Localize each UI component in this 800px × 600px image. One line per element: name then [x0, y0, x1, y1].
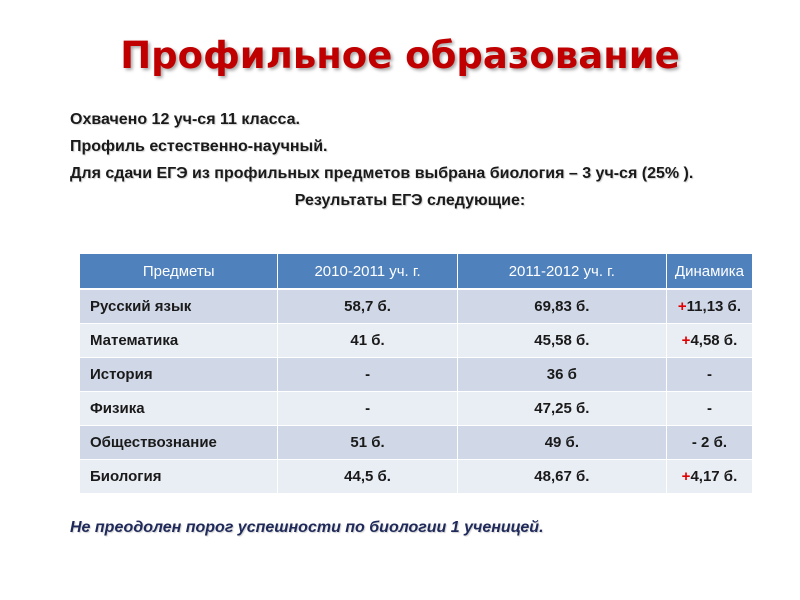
table-row [80, 392, 752, 426]
cell-2010-2011: 44,5 б. [278, 460, 457, 493]
header-subjects: Предметы [80, 254, 278, 290]
cell-2011-2012: 48,67 б. [458, 460, 667, 493]
cell-2010-2011: - [278, 358, 457, 392]
exam-results-table [80, 254, 752, 493]
dynamics-value: 4,58 б. [690, 332, 738, 349]
slide-title: Профильное образование [120, 34, 680, 77]
text-line-profile: Профиль естественно-научный. [70, 138, 328, 155]
cell-dynamics [667, 426, 752, 460]
cell-2010-2011: - [278, 392, 457, 426]
dynamics-value: - [706, 400, 712, 417]
cell-2011-2012: 49 б. [458, 426, 667, 460]
cell-subject: История [80, 358, 278, 392]
table-row [80, 460, 752, 493]
plus-sign: + [681, 332, 691, 349]
cell-subject: Русский язык [80, 290, 278, 324]
cell-2011-2012: 47,25 б. [458, 392, 667, 426]
cell-dynamics [667, 358, 752, 392]
cell-subject: Обществознание [80, 426, 278, 460]
cell-2010-2011: 51 б. [278, 426, 457, 460]
cell-2010-2011: 41 б. [278, 324, 457, 358]
cell-subject: Математика [80, 324, 278, 358]
header-dynamics: Динамика [667, 254, 752, 290]
cell-subject: Физика [80, 392, 278, 426]
plus-sign: + [681, 468, 691, 485]
dynamics-value: - [706, 366, 712, 383]
table-header-row [80, 254, 752, 290]
dynamics-value: 11,13 б. [686, 298, 741, 315]
header-year-2011-2012: 2011-2012 уч. г. [458, 254, 667, 290]
cell-subject: Биология [80, 460, 278, 493]
dynamics-value: - 2 б. [691, 434, 727, 451]
cell-2011-2012: 36 б [458, 358, 667, 392]
table-row [80, 358, 752, 392]
text-line-students: Охвачено 12 уч-ся 11 класса. [70, 111, 300, 128]
plus-sign: + [677, 298, 687, 315]
cell-dynamics [667, 392, 752, 426]
cell-dynamics [667, 324, 752, 358]
cell-2011-2012: 45,58 б. [458, 324, 667, 358]
cell-dynamics [667, 460, 752, 493]
table-row [80, 324, 752, 358]
cell-dynamics [667, 290, 752, 324]
text-line-exam-choice: Для сдачи ЕГЭ из профильных предметов выбрана биология – 3 уч-ся (25% ). [70, 165, 694, 182]
cell-2011-2012: 69,83 б. [458, 290, 667, 324]
table-row [80, 290, 752, 324]
table-row [80, 426, 752, 460]
footer-note: Не преодолен порог успешности по биологии 1 ученицей. [70, 519, 544, 536]
header-year-2010-2011: 2010-2011 уч. г. [278, 254, 457, 290]
cell-2010-2011: 58,7 б. [278, 290, 457, 324]
table-caption: Результаты ЕГЭ следующие: [294, 192, 526, 209]
slide-body [70, 110, 750, 218]
dynamics-value: 4,17 б. [690, 468, 738, 485]
